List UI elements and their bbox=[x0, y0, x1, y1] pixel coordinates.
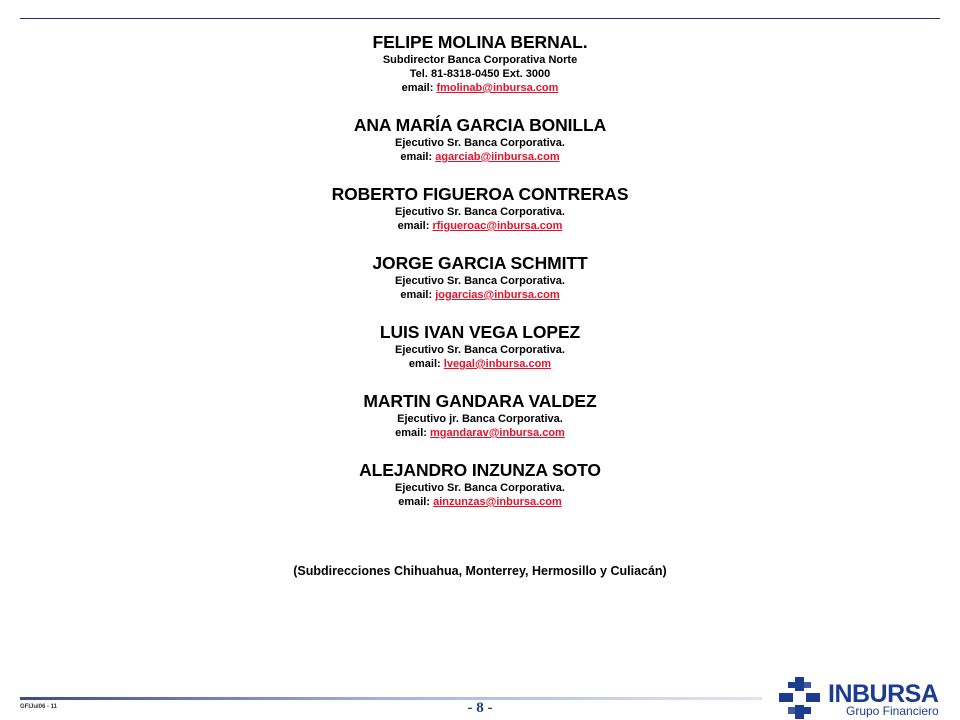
inbursa-emblem-icon bbox=[776, 676, 824, 720]
email-link[interactable]: mgandarav@inbursa.com bbox=[430, 427, 565, 439]
email-link[interactable]: ainzunzas@inbursa.com bbox=[433, 496, 562, 508]
logo-brand: INBURSA bbox=[828, 680, 939, 708]
footer-divider bbox=[20, 697, 762, 700]
contact-card bbox=[0, 322, 960, 371]
contact-name: ALEJANDRO INZUNZA SOTO bbox=[359, 460, 601, 480]
top-divider bbox=[20, 18, 940, 19]
contact-title: Ejecutivo Sr. Banca Corporativa. bbox=[395, 275, 565, 287]
contact-email-row bbox=[0, 495, 960, 509]
contact-card bbox=[0, 253, 960, 302]
contact-email-row bbox=[0, 150, 960, 164]
email-label: email: bbox=[398, 496, 431, 508]
contact-list bbox=[0, 32, 960, 529]
email-label: email: bbox=[400, 151, 433, 163]
contact-title: Ejecutivo Sr. Banca Corporativa. bbox=[395, 137, 565, 149]
contact-email-row bbox=[0, 357, 960, 371]
contact-card bbox=[0, 460, 960, 509]
contact-name: JORGE GARCIA SCHMITT bbox=[372, 253, 588, 273]
email-label: email: bbox=[395, 427, 427, 439]
email-link[interactable]: lvegal@inbursa.com bbox=[443, 358, 552, 370]
email-link[interactable]: agarciab@iinbursa.com bbox=[435, 151, 560, 163]
email-label: email: bbox=[397, 220, 430, 232]
branch-note: (Subdirecciones Chihuahua, Monterrey, Hermosillo y Culiacán) bbox=[293, 564, 667, 578]
contact-title: Subdirector Banca Corporativa Norte bbox=[382, 54, 578, 66]
contact-title: Ejecutivo Sr. Banca Corporativa. bbox=[395, 482, 565, 494]
contact-name: MARTIN GANDARA VALDEZ bbox=[363, 391, 597, 411]
email-label: email: bbox=[400, 289, 433, 301]
contact-email-row bbox=[0, 426, 960, 440]
contact-email-row bbox=[0, 81, 960, 95]
contact-card bbox=[0, 32, 960, 95]
email-link[interactable]: rfigueroac@inbursa.com bbox=[432, 220, 563, 232]
contact-card bbox=[0, 115, 960, 164]
contact-phone: Tel. 81-8318-0450 Ext. 3000 bbox=[409, 68, 551, 80]
logo-subtitle: Grupo Financiero bbox=[846, 704, 939, 718]
inbursa-logo bbox=[776, 676, 946, 720]
footer-code: GFIJul06 - 11 bbox=[20, 704, 58, 710]
contact-email-row bbox=[0, 219, 960, 233]
email-label: email: bbox=[401, 82, 434, 94]
contact-title: Ejecutivo Sr. Banca Corporativa. bbox=[395, 206, 565, 218]
page-number: - 8 - bbox=[467, 700, 493, 716]
email-link[interactable]: jogarcias@inbursa.com bbox=[435, 289, 560, 301]
email-label: email: bbox=[408, 358, 441, 370]
contact-name: FELIPE MOLINA BERNAL. bbox=[372, 32, 588, 52]
contact-name: ROBERTO FIGUEROA CONTRERAS bbox=[331, 184, 629, 204]
contact-name: ANA MARÍA GARCIA BONILLA bbox=[353, 115, 607, 135]
contact-email-row bbox=[0, 288, 960, 302]
email-link[interactable]: fmolinab@inbursa.com bbox=[436, 82, 559, 94]
contact-title: Ejecutivo Sr. Banca Corporativa. bbox=[395, 344, 565, 356]
contact-card bbox=[0, 391, 960, 440]
contact-title: Ejecutivo jr. Banca Corporativa. bbox=[397, 413, 563, 425]
contact-card bbox=[0, 184, 960, 233]
contact-name: LUIS IVAN VEGA LOPEZ bbox=[379, 322, 581, 342]
